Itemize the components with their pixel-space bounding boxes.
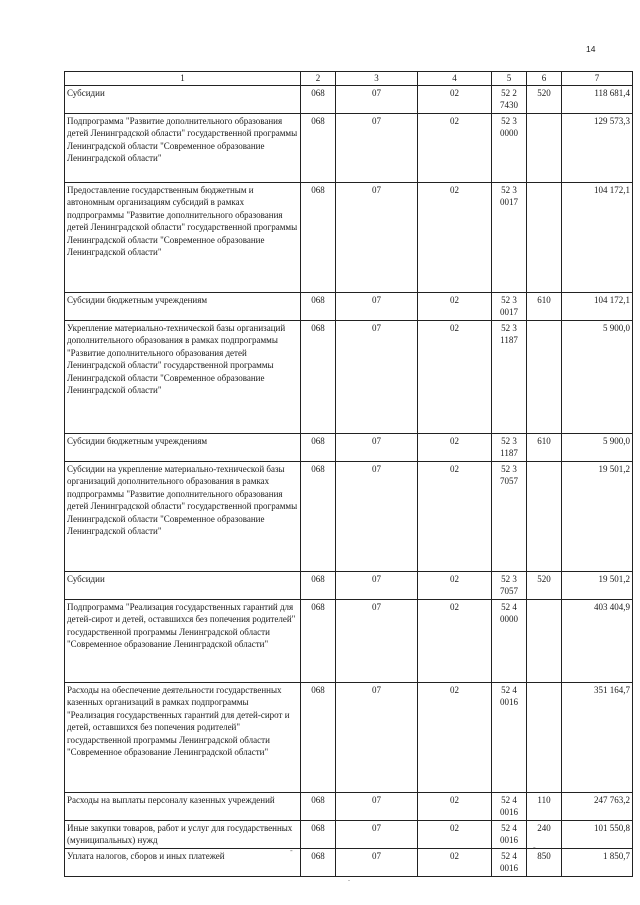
row-expense-type-cell: 850 (527, 848, 562, 876)
row-amount-cell: 104 172,1 (562, 182, 633, 292)
row-target-code-cell: 52 4 0016 (492, 848, 527, 876)
row-section-cell: 068 (301, 848, 336, 876)
row-amount-cell: 1 850,7 (562, 848, 633, 876)
row-subsection-cell: 07 (336, 820, 418, 848)
row-subsection-cell: 07 (336, 182, 418, 292)
row-amount-cell: 5 900,0 (562, 320, 633, 433)
row-item-cell: 02 (418, 571, 492, 599)
table-header-row (65, 72, 633, 86)
row-subsection-cell: 07 (336, 292, 418, 320)
row-expense-type-cell (527, 182, 562, 292)
row-subsection-cell: 07 (336, 461, 418, 571)
row-section-cell: 068 (301, 820, 336, 848)
row-section-cell: 068 (301, 113, 336, 182)
row-item-cell: 02 (418, 848, 492, 876)
row-section-cell: 068 (301, 682, 336, 792)
table-row (65, 433, 633, 461)
row-subsection-cell: 07 (336, 320, 418, 433)
table-row (65, 461, 633, 571)
row-subsection-cell: 07 (336, 113, 418, 182)
row-section-cell: 068 (301, 85, 336, 113)
budget-table (64, 71, 633, 877)
table-row (65, 182, 633, 292)
row-target-code-cell: 52 4 0016 (492, 682, 527, 792)
row-item-cell: 02 (418, 182, 492, 292)
row-subsection-cell: 07 (336, 85, 418, 113)
row-amount-cell: 247 763,2 (562, 792, 633, 820)
row-target-code-cell: 52 4 0016 (492, 820, 527, 848)
row-amount-cell: 118 681,4 (562, 85, 633, 113)
header-cell: 2 (301, 72, 336, 86)
row-expense-type-cell (527, 461, 562, 571)
row-expense-type-cell: 110 (527, 792, 562, 820)
header-cell: 4 (418, 72, 492, 86)
row-name-cell: Предоставление государственным бюджетным и автономным организациям субсидий в рамках подпрограммы "Развитие дополнительного образования детей Ленинградской области" государственной программы Ленинградской области "Современное образование Ленинградской области" (65, 182, 301, 292)
row-subsection-cell: 07 (336, 571, 418, 599)
row-expense-type-cell: 610 (527, 292, 562, 320)
table-row (65, 599, 633, 682)
row-name-cell: Субсидии бюджетным учреждениям (65, 433, 301, 461)
header-cell: 3 (336, 72, 418, 86)
row-name-cell: Субсидии на укрепление материально-технической базы организаций дополнительного образования в рамках подпрограммы "Развитие дополнительного образования детей Ленинградской области" государственной программы Ленинградской области "Современное образование Ленинградской области" (65, 461, 301, 571)
table-row (65, 292, 633, 320)
row-item-cell: 02 (418, 113, 492, 182)
table-row (65, 820, 633, 848)
row-target-code-cell: 52 3 1187 (492, 320, 527, 433)
row-expense-type-cell (527, 113, 562, 182)
row-expense-type-cell: 520 (527, 571, 562, 599)
row-expense-type-cell (527, 682, 562, 792)
row-item-cell: 02 (418, 292, 492, 320)
row-amount-cell: 351 164,7 (562, 682, 633, 792)
row-section-cell: 068 (301, 792, 336, 820)
row-name-cell: Уплата налогов, сборов и иных платежей (65, 848, 301, 876)
row-amount-cell: 403 404,9 (562, 599, 633, 682)
row-amount-cell: 19 501,2 (562, 461, 633, 571)
row-name-cell: Субсидии (65, 85, 301, 113)
row-item-cell: 02 (418, 461, 492, 571)
row-amount-cell: 104 172,1 (562, 292, 633, 320)
row-target-code-cell: 52 3 0017 (492, 292, 527, 320)
row-subsection-cell: 07 (336, 599, 418, 682)
header-cell: 5 (492, 72, 527, 86)
table-row (65, 113, 633, 182)
row-target-code-cell: 52 3 7057 (492, 571, 527, 599)
row-amount-cell: 129 573,3 (562, 113, 633, 182)
row-target-code-cell: 52 4 0000 (492, 599, 527, 682)
row-subsection-cell: 07 (336, 848, 418, 876)
row-name-cell: Расходы на выплаты персоналу казенных учреждений (65, 792, 301, 820)
row-item-cell: 02 (418, 599, 492, 682)
row-section-cell: 068 (301, 292, 336, 320)
table-row (65, 85, 633, 113)
table-row (65, 792, 633, 820)
row-target-code-cell: 52 3 0017 (492, 182, 527, 292)
row-amount-cell: 19 501,2 (562, 571, 633, 599)
scan-speck: . (348, 874, 350, 883)
row-subsection-cell: 07 (336, 682, 418, 792)
row-name-cell: Подпрограмма "Реализация государственных гарантий для детей-сирот и детей, оставшихся без попечения родителей" государственной программы Ленинградской области "Современное образование Ленинградской области" (65, 599, 301, 682)
table-row (65, 848, 633, 876)
header-cell: 7 (562, 72, 633, 86)
row-name-cell: Иные закупки товаров, работ и услуг для государственных (муниципальных) нужд (65, 820, 301, 848)
row-expense-type-cell: 610 (527, 433, 562, 461)
table-row (65, 571, 633, 599)
row-name-cell: Укрепление материально-технической базы организаций дополнительного образования в рамках подпрограммы "Развитие дополнительного образования детей Ленинградской области" государственной программы Ленинградской области "Современное образование Ленинградской области" (65, 320, 301, 433)
row-item-cell: 02 (418, 682, 492, 792)
row-section-cell: 068 (301, 320, 336, 433)
row-name-cell: Расходы на обеспечение деятельности государственных казенных организаций в рамках подпрограммы "Реализация государственных гарантий для детей-сирот и детей, оставшихся без попечения родителей" государственной программы Ленинградской области "Современное образование Ленинградской области" (65, 682, 301, 792)
row-target-code-cell: 52 3 0000 (492, 113, 527, 182)
row-item-cell: 02 (418, 820, 492, 848)
row-target-code-cell: 52 3 7057 (492, 461, 527, 571)
row-amount-cell: 5 900,0 (562, 433, 633, 461)
row-expense-type-cell: 520 (527, 85, 562, 113)
row-section-cell: 068 (301, 433, 336, 461)
row-section-cell: 068 (301, 182, 336, 292)
row-name-cell: Субсидии бюджетным учреждениям (65, 292, 301, 320)
row-section-cell: 068 (301, 571, 336, 599)
scan-speck: - (533, 843, 536, 852)
row-subsection-cell: 07 (336, 792, 418, 820)
row-item-cell: 02 (418, 320, 492, 433)
row-name-cell: Субсидии (65, 571, 301, 599)
header-cell: 6 (527, 72, 562, 86)
row-section-cell: 068 (301, 461, 336, 571)
row-item-cell: 02 (418, 433, 492, 461)
scan-speck: - (290, 846, 293, 855)
row-target-code-cell: 52 2 7430 (492, 85, 527, 113)
row-expense-type-cell (527, 320, 562, 433)
row-expense-type-cell (527, 599, 562, 682)
row-name-cell: Подпрограмма "Развитие дополнительного образования детей Ленинградской области" государственной программы Ленинградской области "Современное образование Ленинградской области" (65, 113, 301, 182)
table-row (65, 682, 633, 792)
row-amount-cell: 101 550,8 (562, 820, 633, 848)
row-item-cell: 02 (418, 85, 492, 113)
row-item-cell: 02 (418, 792, 492, 820)
row-subsection-cell: 07 (336, 433, 418, 461)
row-section-cell: 068 (301, 599, 336, 682)
page-number: 14 (586, 44, 596, 54)
row-expense-type-cell: 240 (527, 820, 562, 848)
row-target-code-cell: 52 3 1187 (492, 433, 527, 461)
row-target-code-cell: 52 4 0016 (492, 792, 527, 820)
header-cell: 1 (65, 72, 301, 86)
table-row (65, 320, 633, 433)
